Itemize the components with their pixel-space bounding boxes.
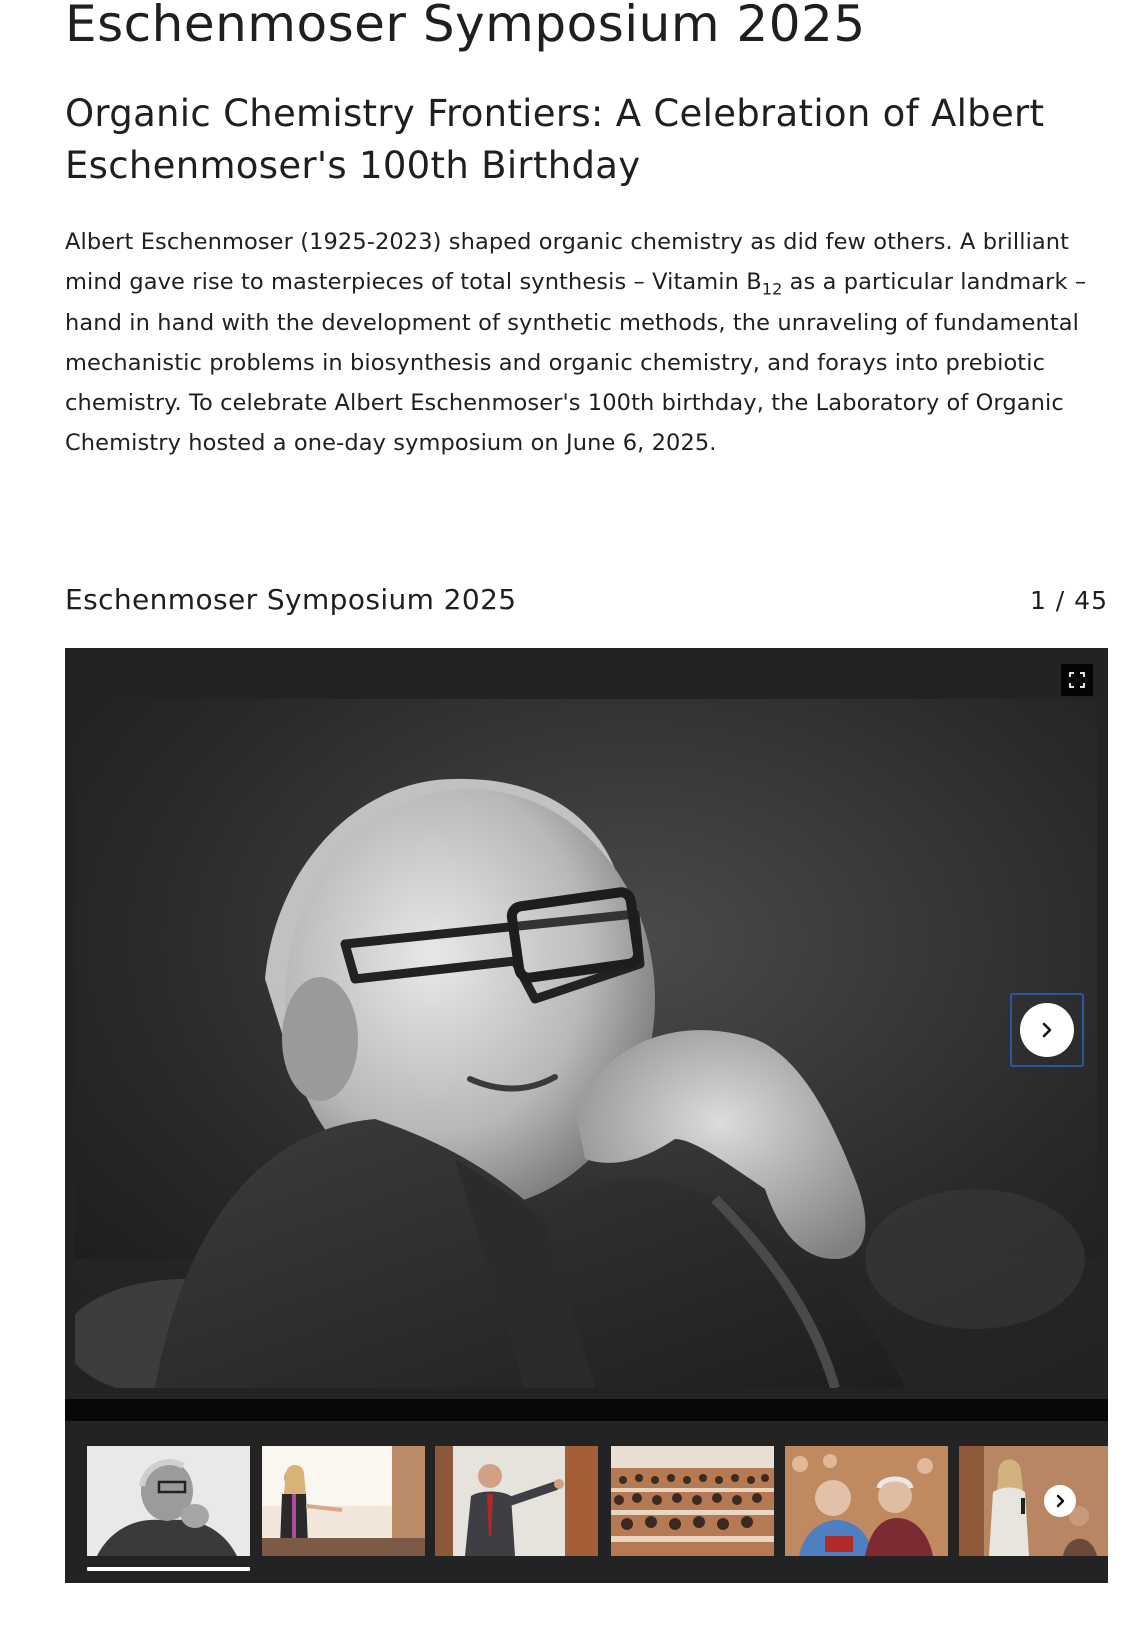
fullscreen-icon	[1069, 672, 1085, 688]
active-thumbnail-indicator	[87, 1567, 250, 1571]
thumbnail-item[interactable]	[262, 1446, 425, 1556]
portrait-illustration	[75, 699, 1097, 1388]
thumbnail-image	[959, 1446, 1108, 1556]
page-subtitle: Organic Chemistry Frontiers: A Celebration of Albert Eschenmoser's 100th Birthday	[65, 92, 1045, 187]
fullscreen-button[interactable]	[1061, 664, 1093, 696]
thumbnail-item[interactable]	[959, 1446, 1108, 1556]
intro-text-part2: as a particular landmark – hand in hand with the development of synthetic methods, the unraveling of fundamental mechanistic problems in biosynthesis and organic chemistry, and forays into prebiotic chemistry. To celebrate Albert Eschenmoser's 100th birthday, the Laboratory of Organic Chemistry hosted a one-day symposium on June 6, 2025.	[65, 269, 1087, 457]
thumbnail-image	[611, 1446, 774, 1556]
viewer-caption-bar	[65, 1399, 1108, 1421]
thumbnail-image	[262, 1446, 425, 1556]
thumbnail-item[interactable]	[785, 1446, 948, 1556]
next-slide-button[interactable]	[1020, 1003, 1074, 1057]
page-title: Eschenmoser Symposium 2025	[65, 0, 866, 53]
gallery-title: Eschenmoser Symposium 2025	[65, 583, 517, 616]
chevron-right-icon	[1053, 1494, 1067, 1508]
thumbnail-image	[435, 1446, 598, 1556]
thumbnail-image	[785, 1446, 948, 1556]
intro-text-part1: Albert Eschenmoser (1925-2023) shaped organic chemistry as did few others. A brilliant mind gave rise to masterpieces of total synthesis – Vitamin B	[65, 229, 1070, 296]
thumbnail-item[interactable]	[611, 1446, 774, 1556]
gallery-main-photo[interactable]	[75, 699, 1097, 1388]
intro-subscript: 12	[761, 279, 783, 299]
thumbnail-item[interactable]	[435, 1446, 598, 1556]
thumbnail-image	[87, 1446, 250, 1556]
thumbnail-item[interactable]	[87, 1446, 250, 1556]
intro-paragraph	[65, 222, 1115, 464]
chevron-right-icon	[1038, 1021, 1056, 1039]
slide-counter: 1 / 45	[1029, 586, 1108, 615]
thumbnail-next-button[interactable]	[1044, 1485, 1076, 1517]
thumbnail-strip	[65, 1421, 1108, 1583]
next-slide-button-focus[interactable]	[1010, 993, 1084, 1067]
